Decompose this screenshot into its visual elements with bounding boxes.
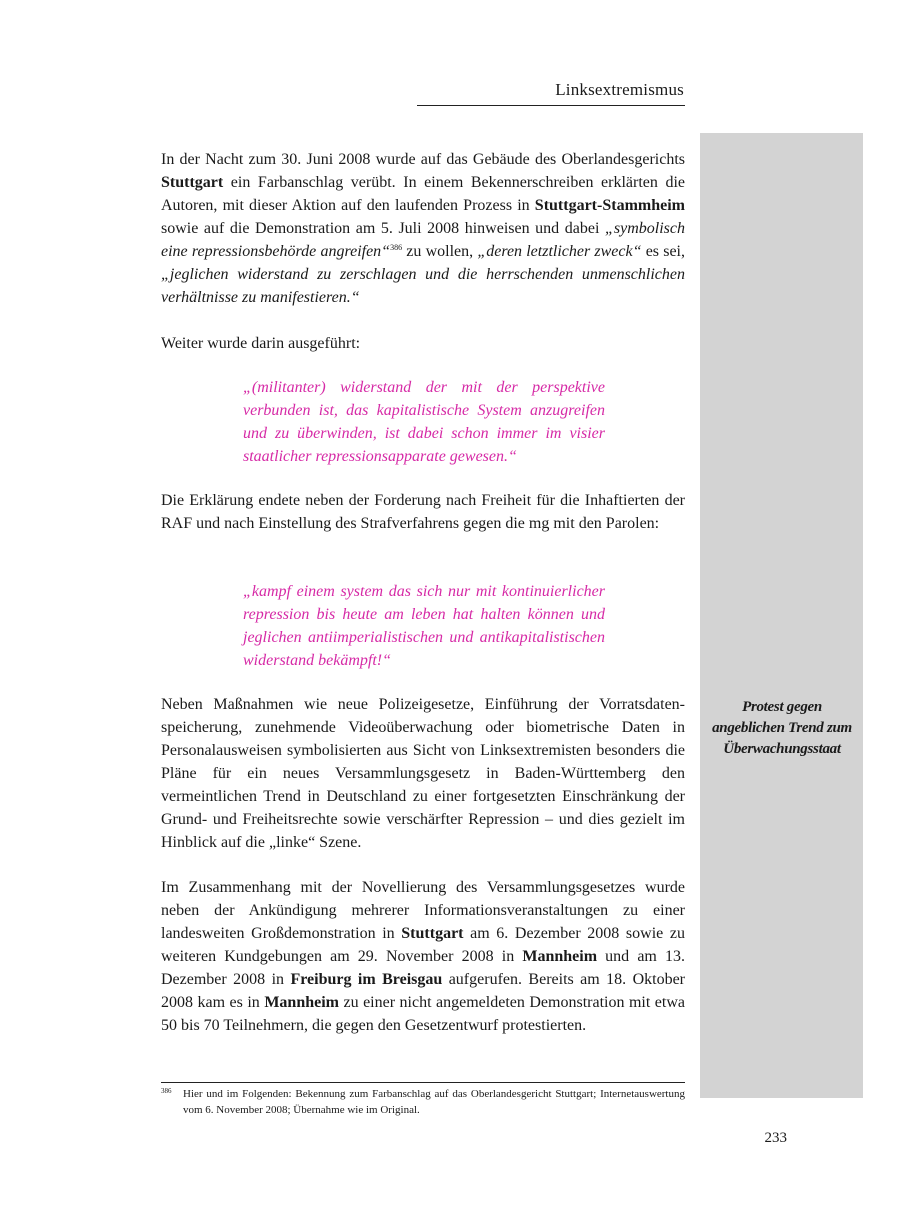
text-run: am 6. Dezember 2008 sowie zu weiteren Kundgebungen am 29. November 2008 in: [161, 925, 685, 965]
place-name: Mannheim: [264, 994, 339, 1011]
text-run: zu wollen,: [402, 243, 478, 260]
paragraph-intro-quote: Weiter wurde darin ausgeführt:: [161, 335, 361, 352]
inline-quote: „symbolisch eine repressionsbehörde angreifen“: [161, 220, 685, 260]
paragraph-farbanschlag: [161, 148, 685, 309]
inline-quote: „jeglichen widerstand zu zerschlagen und die herrschenden unmenschlichen verhältnisse zu manifestieren.“: [161, 266, 685, 306]
inline-quote: „deren letztlicher zweck“: [477, 243, 642, 260]
place-name: Stuttgart-Stammheim: [534, 197, 685, 214]
text-run: zu einer nicht angemeldeten Demonstration mit etwa 50 bis 70 Teilnehmern, die gegen den Gesetzentwurf protestierten.: [161, 994, 686, 1034]
page-number: 233: [764, 1130, 787, 1146]
header-rule: [417, 105, 685, 106]
text-run: Im Zusammenhang mit der Novellierung des Versammlungsgesetzes wurde neben der Ankündigung mehrerer Informationsveranstaltungen zu einer landesweiten Großdemonstration in: [161, 879, 685, 942]
paragraph-erklaerung: Die Erklärung endete neben der Forderung nach Freiheit für die Inhaftierten der RAF und nach Einstellung des Strafverfahrens gegen die mg mit den Parolen:: [161, 492, 685, 532]
text-run: ein Farbanschlag verübt. In einem Bekennerschreiben erklärten die Autoren, mit dieser Aktion auf den laufenden Prozess in: [161, 174, 685, 214]
text-run: In der Nacht zum 30. Juni 2008 wurde auf das Gebäude des Oberlandesgerichts: [161, 151, 685, 168]
text-run: aufgerufen. Bereits am 18. Oktober 2008 kam es in: [161, 971, 685, 1011]
footnote-number: 386: [161, 1087, 172, 1095]
margin-note: Protest gegen angeblichen Trend zum Überwachungsstaat: [712, 699, 852, 757]
paragraph-demonstrationen: [161, 876, 685, 1037]
text-run: sowie auf die Demonstration am 5. Juli 2008 hinweisen und dabei: [161, 220, 605, 237]
place-name: Stuttgart: [161, 174, 224, 191]
paragraph-versammlungsgesetz: Neben Maßnahmen wie neue Polizeigesetze, Einführung der Vorratsdatenspeicherung, zunehmende Videoüberwachung oder biometrische Daten in Personalausweisen symbolisierten aus Sicht von Linksextremisten besonders die Pläne für ein neues Versammlungsgesetz in Baden-Württemberg den vermeintlichen Trend in Deutschland zu einer fortgesetzten Einschränkung der Grund- und Freiheitsrechte sowie verschärfter Repression – und dies gezielt im Hinblick auf die „linke“ Szene.: [161, 696, 685, 851]
text-run: es sei,: [641, 243, 685, 260]
footnote-rule: [161, 1082, 685, 1083]
footnote-text: Hier und im Folgenden: Bekennung zum Farbanschlag auf das Oberlandesgericht Stuttgart; Internetauswertung vom 6. November 2008; Übernahme wie im Original.: [183, 1088, 685, 1116]
footnote: [161, 1086, 685, 1118]
running-header: Linksextremismus: [555, 80, 684, 99]
block-quote-2: „kampf einem system das sich nur mit kontinuierlicher repression bis heute am leben hat halten können und jeglichen antiimperialistischen und antikapitalistischen widerstand bekämpft!“: [243, 583, 605, 669]
place-name: Mannheim: [522, 948, 598, 965]
block-quote-1: „(militanter) widerstand der mit der perspektive verbunden ist, das kapitalistische System anzugreifen und zu überwinden, ist dabei schon immer im visier staatlicher repressionsapparate gewesen.“: [243, 379, 605, 465]
place-name: Stuttgart: [401, 925, 464, 942]
footnote-ref: 386: [390, 243, 403, 252]
text-run: und am 13. Dezember 2008 in: [161, 948, 686, 988]
margin-sidebar: [700, 133, 863, 1098]
place-name: Freiburg im Breisgau: [290, 971, 443, 988]
